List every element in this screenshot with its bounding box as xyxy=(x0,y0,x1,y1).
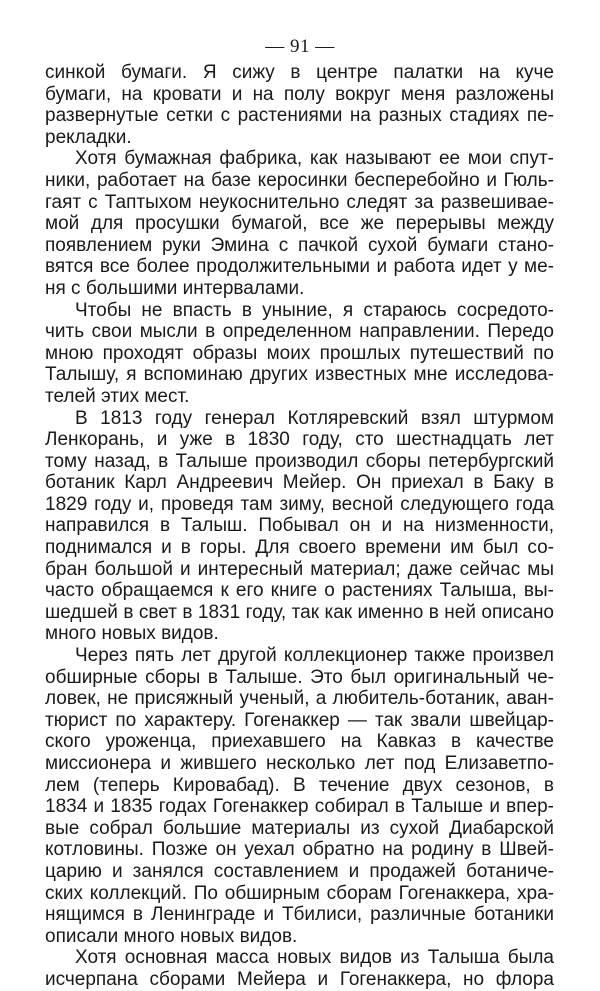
text-line: описали много новых видов. xyxy=(45,925,298,947)
text-line: 1829 году и, проведя там зиму, весной следующего года xyxy=(45,493,554,515)
text-line: Через пять лет другой коллекционер также произвел xyxy=(75,645,554,667)
body-text xyxy=(45,62,554,991)
text-line: Чтобы не впасть в уныние, я стараюсь сосредото- xyxy=(75,299,554,321)
text-line: шедшей в свет в 1831 году, так как именно в ней описано xyxy=(45,601,554,623)
text-line: появлением руки Эмина с пачкой сухой бумаги стано- xyxy=(45,234,554,256)
text-line: Ленкорань, и уже в 1830 году, сто шестнадцать лет xyxy=(45,429,554,451)
text-line: Талышу, я вспоминаю других известных мне исследова- xyxy=(45,364,554,386)
text-line: развернутые сетки с растениями на разных стадиях пе- xyxy=(45,105,554,127)
text-line: Хотя основная масса новых видов из Талыша была xyxy=(75,947,554,969)
text-line: вятся все более продолжительными и работа идет у ме- xyxy=(45,256,554,278)
text-line: бран большой и интересный материал; даже сейчас мы xyxy=(45,558,554,580)
text-line: ского уроженца, приехавшего на Кавказ в качестве xyxy=(45,731,554,753)
text-line: ловек, не присяжный ученый, а любитель-ботаник, аван- xyxy=(45,688,554,710)
text-line: часто обращаемся к его книге о растениях Талыша, вы- xyxy=(45,580,554,602)
text-line: синкой бумаги. Я сижу в центре палатки на куче xyxy=(45,62,554,83)
paragraph xyxy=(45,645,554,947)
text-line: ники, работает на базе керосинки бесперебойно и Гюль- xyxy=(45,169,554,191)
text-line: В 1813 году генерал Котляревский взял штурмом xyxy=(75,407,554,429)
paragraph xyxy=(45,408,554,646)
text-line: тому назад, в Талыше производил сборы петербургский xyxy=(45,450,554,472)
text-line: тюрист по характеру. Гогенаккер — так звали швейцар- xyxy=(45,709,554,731)
text-line: котловины. Позже он уехал обратно на родину в Швей- xyxy=(45,839,554,861)
text-line: ня с большими интервалами. xyxy=(45,277,305,299)
text-line: бумаги, на кровати и на полу вокруг меня разложены xyxy=(45,83,554,105)
text-line: лем (теперь Кировабад). В течение двух сезонов, в xyxy=(45,774,554,796)
text-line: рекладки. xyxy=(45,126,132,148)
text-line: ских коллекций. По обширным сборам Гогенаккера, хра- xyxy=(45,882,554,904)
text-line: мною проходят образы моих прошлых путешествий по xyxy=(45,342,554,364)
text-line: Хотя бумажная фабрика, как называют ее мои спут- xyxy=(75,148,554,170)
text-line: царию и занялся составлением и продажей ботаниче- xyxy=(45,860,554,882)
text-line: телей этих мест. xyxy=(45,385,190,407)
text-line: нящимся в Ленинграде и Тбилиси, различные ботаники xyxy=(45,904,554,926)
text-line: обширные сборы в Талыше. Это был оригинальный че- xyxy=(45,666,554,688)
paragraph xyxy=(45,947,554,990)
text-line: гаят с Таптыхом неукоснительно следят за развешивае- xyxy=(45,191,554,213)
text-line: много новых видов. xyxy=(45,623,219,645)
paragraph xyxy=(45,62,554,148)
text-line: ботаник Карл Андреевич Мейер. Он приехал в Баку в xyxy=(45,472,554,494)
text-line: 1834 и 1835 годах Гогенаккер собирал в Талыше и впер- xyxy=(45,796,554,818)
text-line: миссионера и жившего несколько лет под Елизаветпо- xyxy=(45,753,554,774)
paragraph xyxy=(45,300,554,408)
text-line: поднимался и в горы. Для своего времени им был со- xyxy=(45,537,554,559)
text-line: чить свои мысли в определенном направлении. Передо xyxy=(45,321,554,343)
text-line: исчерпана сборами Мейера и Гогенаккера, но флора xyxy=(45,968,554,990)
text-line: мой для просушки бумагой, все же перерывы между xyxy=(45,213,554,235)
paragraph xyxy=(45,148,554,299)
text-line: вые собрал большие материалы из сухой Диабарской xyxy=(45,817,554,839)
page-number: — 91 — xyxy=(265,36,335,57)
text-line: направился в Талыш. Побывал он и на низменности, xyxy=(45,515,554,537)
